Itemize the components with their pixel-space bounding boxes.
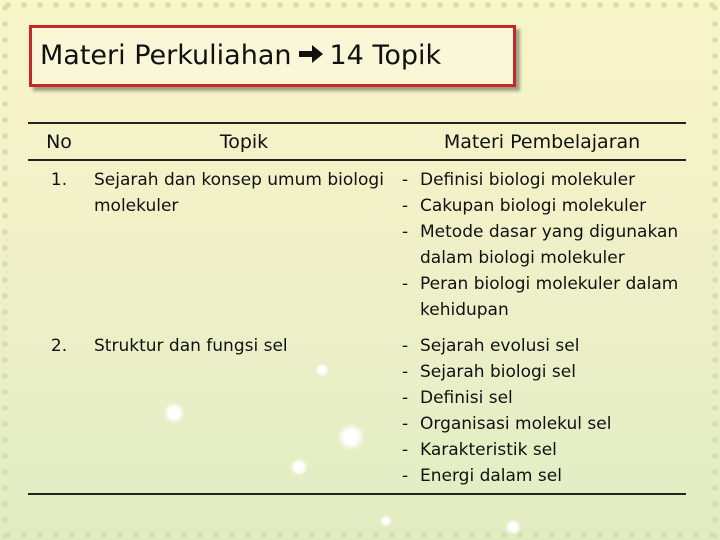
list-item bbox=[402, 219, 682, 271]
bullet-dash: - bbox=[402, 388, 409, 408]
bullet-dash: - bbox=[402, 170, 409, 190]
list-item bbox=[402, 411, 682, 437]
bullet-dash: - bbox=[402, 362, 409, 382]
row-topic: Struktur dan fungsi sel bbox=[90, 327, 398, 494]
material-text: Metode dasar yang digunakan dalam biologi molekuler bbox=[420, 222, 679, 268]
arrow-right-icon bbox=[298, 41, 324, 72]
material-text: Sejarah evolusi sel bbox=[420, 336, 580, 356]
sparkle-decoration bbox=[505, 519, 521, 535]
bullet-dash: - bbox=[402, 466, 409, 486]
row-number: 2. bbox=[28, 327, 90, 494]
bullet-dash: - bbox=[402, 336, 409, 356]
bullet-dash: - bbox=[402, 274, 409, 294]
table-row bbox=[28, 327, 686, 494]
material-text: Karakteristik sel bbox=[420, 440, 557, 460]
bullet-dash: - bbox=[402, 196, 409, 216]
material-text: Definisi sel bbox=[420, 388, 513, 408]
material-text: Energi dalam sel bbox=[420, 466, 562, 486]
material-text: Peran biologi molekuler dalam kehidupan bbox=[420, 274, 679, 320]
material-text: Cakupan biologi molekuler bbox=[420, 196, 647, 216]
list-item bbox=[402, 463, 682, 489]
material-text: Sejarah biologi sel bbox=[420, 362, 576, 382]
bullet-dash: - bbox=[402, 440, 409, 460]
row-number: 1. bbox=[50, 170, 68, 190]
list-item bbox=[402, 271, 682, 323]
row-topic: Sejarah dan konsep umum biologi molekuler bbox=[94, 170, 384, 216]
title-heading bbox=[40, 40, 441, 72]
material-text: Organisasi molekul sel bbox=[420, 414, 612, 434]
material-text: Definisi biologi molekuler bbox=[420, 170, 636, 190]
table-row bbox=[28, 160, 686, 327]
table-header-row bbox=[28, 123, 686, 160]
course-table bbox=[28, 122, 686, 495]
list-item bbox=[402, 385, 682, 411]
bullet-dash: - bbox=[402, 222, 409, 242]
list-item bbox=[402, 167, 682, 193]
bullet-dash: - bbox=[402, 414, 409, 434]
slide-title bbox=[29, 25, 516, 87]
header-materi: Materi Pembelajaran bbox=[398, 123, 686, 160]
title-left-text: Materi Perkuliahan bbox=[40, 40, 292, 71]
list-item bbox=[402, 193, 682, 219]
row-materials bbox=[398, 160, 686, 327]
title-right-text: 14 Topik bbox=[329, 40, 442, 71]
list-item bbox=[402, 437, 682, 463]
header-no: No bbox=[28, 123, 90, 160]
header-topik: Topik bbox=[90, 123, 398, 160]
row-materials bbox=[398, 327, 686, 494]
list-item bbox=[402, 333, 682, 359]
sparkle-decoration bbox=[380, 515, 392, 527]
list-item bbox=[402, 359, 682, 385]
